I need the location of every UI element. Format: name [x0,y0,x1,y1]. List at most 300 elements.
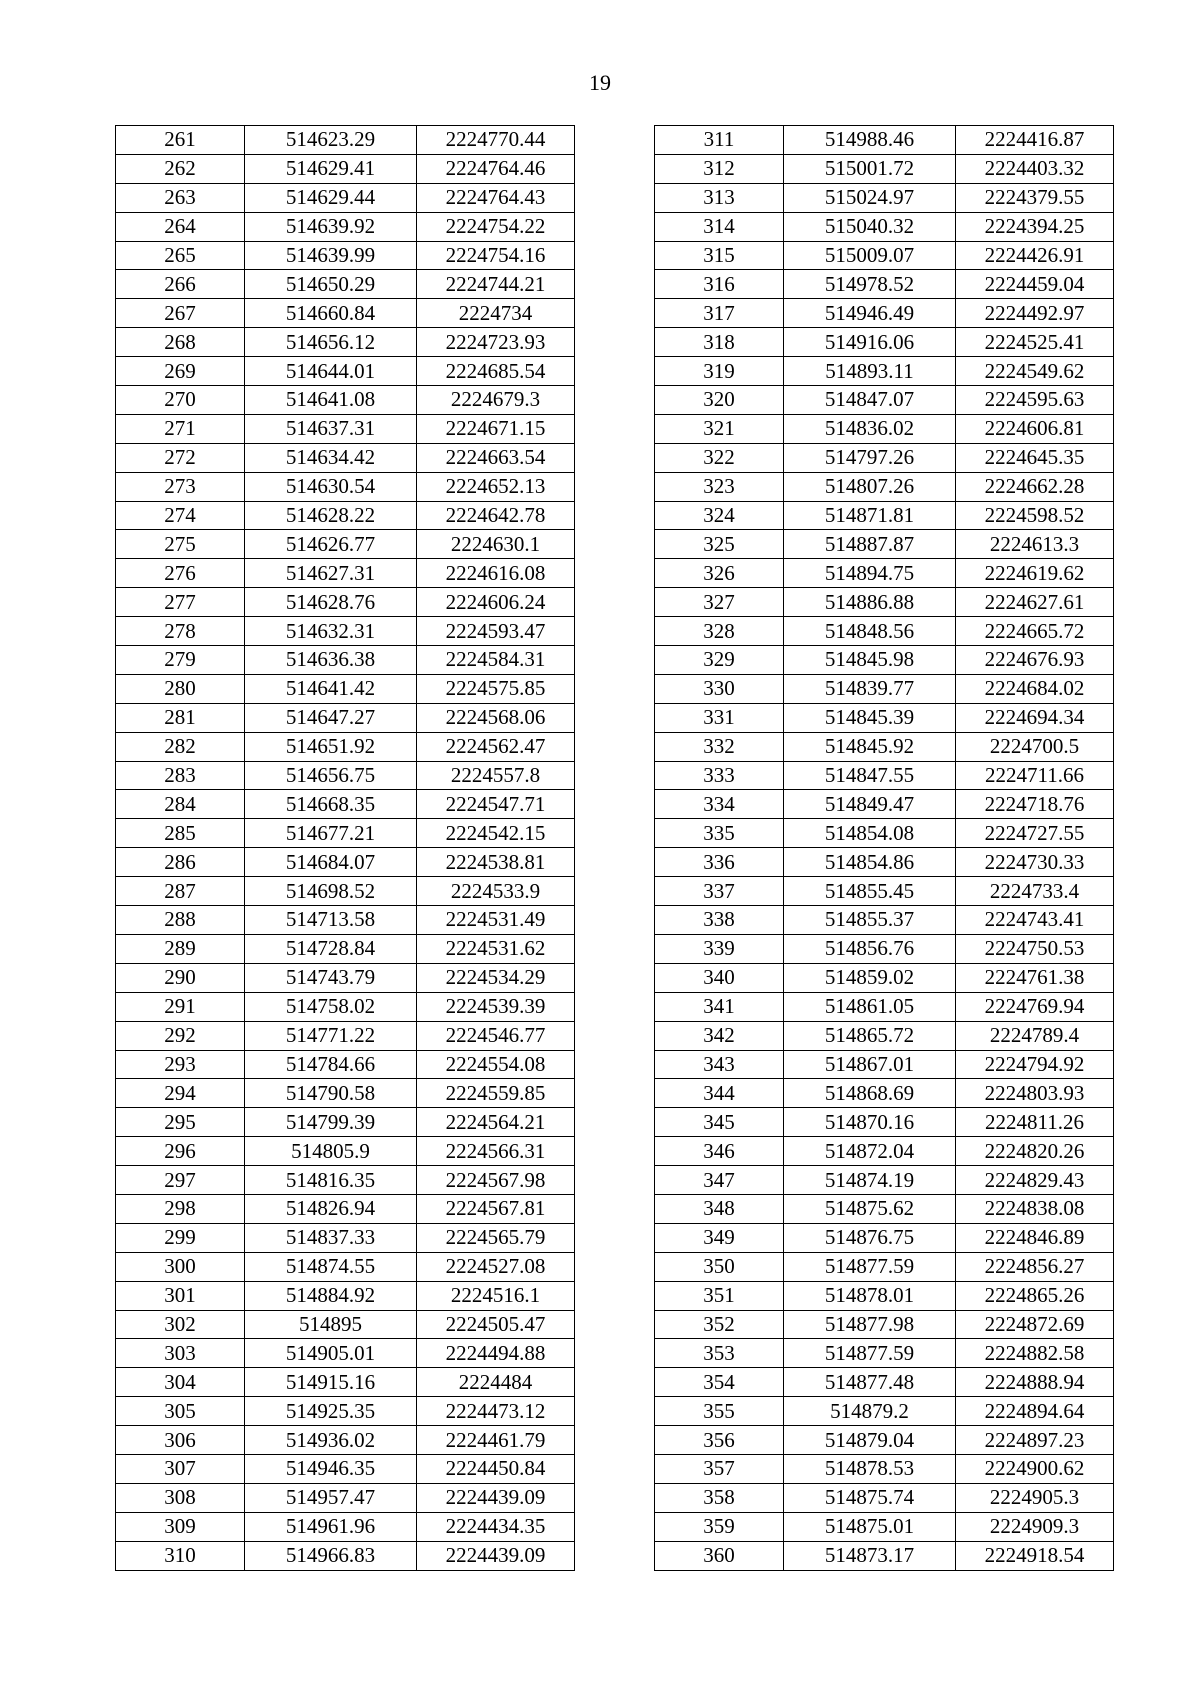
y-coordinate-cell: 2224534.29 [417,963,575,992]
point-number-cell: 334 [655,790,784,819]
table-row [655,1483,1114,1512]
x-coordinate-cell: 514861.05 [784,992,956,1021]
table-row [655,241,1114,270]
x-coordinate-cell: 514871.81 [784,501,956,530]
y-coordinate-cell: 2224769.94 [956,992,1114,1021]
coordinates-table-right [654,125,1114,1571]
point-number-cell: 332 [655,732,784,761]
table-row [116,559,575,588]
point-number-cell: 284 [116,790,245,819]
table-row [655,819,1114,848]
table-row [116,443,575,472]
y-coordinate-cell: 2224459.04 [956,270,1114,299]
point-number-cell: 357 [655,1454,784,1483]
table-row [116,1339,575,1368]
y-coordinate-cell: 2224711.66 [956,761,1114,790]
point-number-cell: 313 [655,183,784,212]
table-row [116,530,575,559]
point-number-cell: 326 [655,559,784,588]
point-number-cell: 288 [116,906,245,935]
point-number-cell: 269 [116,357,245,386]
x-coordinate-cell: 515001.72 [784,154,956,183]
y-coordinate-cell: 2224820.26 [956,1137,1114,1166]
point-number-cell: 348 [655,1194,784,1223]
y-coordinate-cell: 2224894.64 [956,1397,1114,1426]
y-coordinate-cell: 2224645.35 [956,443,1114,472]
point-number-cell: 327 [655,588,784,617]
table-row [655,183,1114,212]
y-coordinate-cell: 2224764.43 [417,183,575,212]
x-coordinate-cell: 514637.31 [245,414,417,443]
y-coordinate-cell: 2224562.47 [417,732,575,761]
x-coordinate-cell: 514758.02 [245,992,417,1021]
table-row [655,1310,1114,1339]
point-number-cell: 354 [655,1368,784,1397]
y-coordinate-cell: 2224606.81 [956,414,1114,443]
x-coordinate-cell: 514636.38 [245,646,417,675]
table-row [655,328,1114,357]
point-number-cell: 341 [655,992,784,1021]
x-coordinate-cell: 514886.88 [784,588,956,617]
table-row [655,357,1114,386]
x-coordinate-cell: 514884.92 [245,1281,417,1310]
x-coordinate-cell: 514877.59 [784,1339,956,1368]
y-coordinate-cell: 2224918.54 [956,1541,1114,1570]
x-coordinate-cell: 514628.76 [245,588,417,617]
table-row [655,877,1114,906]
table-row [116,472,575,501]
point-number-cell: 319 [655,357,784,386]
x-coordinate-cell: 514915.16 [245,1368,417,1397]
x-coordinate-cell: 514875.01 [784,1512,956,1541]
y-coordinate-cell: 2224616.08 [417,559,575,588]
y-coordinate-cell: 2224856.27 [956,1252,1114,1281]
table-row [116,992,575,1021]
x-coordinate-cell: 514797.26 [784,443,956,472]
point-number-cell: 271 [116,414,245,443]
table-row [655,386,1114,415]
x-coordinate-cell: 514641.42 [245,674,417,703]
table-row [116,877,575,906]
table-row [116,1541,575,1570]
y-coordinate-cell: 2224642.78 [417,501,575,530]
y-coordinate-cell: 2224533.9 [417,877,575,906]
x-coordinate-cell: 514639.99 [245,241,417,270]
y-coordinate-cell: 2224439.09 [417,1541,575,1570]
point-number-cell: 345 [655,1108,784,1137]
y-coordinate-cell: 2224789.4 [956,1021,1114,1050]
point-number-cell: 277 [116,588,245,617]
point-number-cell: 323 [655,472,784,501]
table-row [116,1137,575,1166]
table-row [655,1194,1114,1223]
y-coordinate-cell: 2224564.21 [417,1108,575,1137]
point-number-cell: 274 [116,501,245,530]
x-coordinate-cell: 514988.46 [784,126,956,155]
point-number-cell: 333 [655,761,784,790]
point-number-cell: 266 [116,270,245,299]
x-coordinate-cell: 514874.55 [245,1252,417,1281]
point-number-cell: 352 [655,1310,784,1339]
table-row [116,270,575,299]
point-number-cell: 273 [116,472,245,501]
y-coordinate-cell: 2224450.84 [417,1454,575,1483]
y-coordinate-cell: 2224559.85 [417,1079,575,1108]
y-coordinate-cell: 2224484 [417,1368,575,1397]
y-coordinate-cell: 2224439.09 [417,1483,575,1512]
x-coordinate-cell: 514978.52 [784,270,956,299]
table-row [655,270,1114,299]
x-coordinate-cell: 514771.22 [245,1021,417,1050]
point-number-cell: 264 [116,212,245,241]
y-coordinate-cell: 2224663.54 [417,443,575,472]
table-row [655,761,1114,790]
table-row [116,1512,575,1541]
x-coordinate-cell: 514743.79 [245,963,417,992]
x-coordinate-cell: 514628.22 [245,501,417,530]
x-coordinate-cell: 514876.75 [784,1223,956,1252]
y-coordinate-cell: 2224770.44 [417,126,575,155]
page-number: 19 [589,70,611,95]
x-coordinate-cell: 514728.84 [245,934,417,963]
table-row [655,299,1114,328]
point-number-cell: 294 [116,1079,245,1108]
x-coordinate-cell: 514872.04 [784,1137,956,1166]
x-coordinate-cell: 514629.41 [245,154,417,183]
table-row [116,501,575,530]
y-coordinate-cell: 2224434.35 [417,1512,575,1541]
x-coordinate-cell: 514845.92 [784,732,956,761]
table-row [116,1166,575,1195]
y-coordinate-cell: 2224527.08 [417,1252,575,1281]
table-row [655,848,1114,877]
y-coordinate-cell: 2224761.38 [956,963,1114,992]
point-number-cell: 283 [116,761,245,790]
x-coordinate-cell: 514644.01 [245,357,417,386]
table-row [116,1454,575,1483]
table-row [655,1079,1114,1108]
x-coordinate-cell: 515009.07 [784,241,956,270]
y-coordinate-cell: 2224531.62 [417,934,575,963]
x-coordinate-cell: 514925.35 [245,1397,417,1426]
y-coordinate-cell: 2224505.47 [417,1310,575,1339]
table-row [116,1223,575,1252]
x-coordinate-cell: 514957.47 [245,1483,417,1512]
point-number-cell: 285 [116,819,245,848]
table-row [116,299,575,328]
point-number-cell: 355 [655,1397,784,1426]
table-row [655,703,1114,732]
point-number-cell: 263 [116,183,245,212]
table-row [655,617,1114,646]
x-coordinate-cell: 514660.84 [245,299,417,328]
point-number-cell: 344 [655,1079,784,1108]
x-coordinate-cell: 514961.96 [245,1512,417,1541]
point-number-cell: 338 [655,906,784,935]
y-coordinate-cell: 2224492.97 [956,299,1114,328]
point-number-cell: 353 [655,1339,784,1368]
x-coordinate-cell: 514849.47 [784,790,956,819]
y-coordinate-cell: 2224734 [417,299,575,328]
point-number-cell: 286 [116,848,245,877]
x-coordinate-cell: 514878.53 [784,1454,956,1483]
table-row [655,1541,1114,1570]
point-number-cell: 311 [655,126,784,155]
y-coordinate-cell: 2224679.3 [417,386,575,415]
y-coordinate-cell: 2224700.5 [956,732,1114,761]
y-coordinate-cell: 2224811.26 [956,1108,1114,1137]
table-row [116,1021,575,1050]
y-coordinate-cell: 2224744.21 [417,270,575,299]
point-number-cell: 356 [655,1426,784,1455]
point-number-cell: 351 [655,1281,784,1310]
point-number-cell: 300 [116,1252,245,1281]
y-coordinate-cell: 2224794.92 [956,1050,1114,1079]
point-number-cell: 278 [116,617,245,646]
table-row [655,906,1114,935]
y-coordinate-cell: 2224733.4 [956,877,1114,906]
table-row [655,154,1114,183]
point-number-cell: 281 [116,703,245,732]
table-row [116,1194,575,1223]
x-coordinate-cell: 514632.31 [245,617,417,646]
table-row [116,1050,575,1079]
point-number-cell: 335 [655,819,784,848]
y-coordinate-cell: 2224568.06 [417,703,575,732]
x-coordinate-cell: 514859.02 [784,963,956,992]
table-row [116,963,575,992]
x-coordinate-cell: 515040.32 [784,212,956,241]
y-coordinate-cell: 2224909.3 [956,1512,1114,1541]
point-number-cell: 292 [116,1021,245,1050]
y-coordinate-cell: 2224557.8 [417,761,575,790]
point-number-cell: 347 [655,1166,784,1195]
y-coordinate-cell: 2224547.71 [417,790,575,819]
x-coordinate-cell: 514656.75 [245,761,417,790]
point-number-cell: 358 [655,1483,784,1512]
x-coordinate-cell: 514656.12 [245,328,417,357]
x-coordinate-cell: 514629.44 [245,183,417,212]
table-row [655,1281,1114,1310]
y-coordinate-cell: 2224566.31 [417,1137,575,1166]
y-coordinate-cell: 2224575.85 [417,674,575,703]
point-number-cell: 314 [655,212,784,241]
x-coordinate-cell: 514837.33 [245,1223,417,1252]
x-coordinate-cell: 514799.39 [245,1108,417,1137]
y-coordinate-cell: 2224531.49 [417,906,575,935]
point-number-cell: 349 [655,1223,784,1252]
x-coordinate-cell: 514651.92 [245,732,417,761]
table-row [116,414,575,443]
table-row [116,1368,575,1397]
point-number-cell: 289 [116,934,245,963]
x-coordinate-cell: 514873.17 [784,1541,956,1570]
point-number-cell: 265 [116,241,245,270]
point-number-cell: 336 [655,848,784,877]
table-row [655,501,1114,530]
point-number-cell: 296 [116,1137,245,1166]
y-coordinate-cell: 2224662.28 [956,472,1114,501]
table-row [116,761,575,790]
x-coordinate-cell: 514807.26 [784,472,956,501]
x-coordinate-cell: 514855.45 [784,877,956,906]
table-row [655,530,1114,559]
point-number-cell: 309 [116,1512,245,1541]
point-number-cell: 307 [116,1454,245,1483]
point-number-cell: 346 [655,1137,784,1166]
x-coordinate-cell: 514650.29 [245,270,417,299]
point-number-cell: 329 [655,646,784,675]
x-coordinate-cell: 514887.87 [784,530,956,559]
y-coordinate-cell: 2224567.81 [417,1194,575,1223]
table-row [116,588,575,617]
y-coordinate-cell: 2224567.98 [417,1166,575,1195]
table-row [116,126,575,155]
y-coordinate-cell: 2224764.46 [417,154,575,183]
point-number-cell: 324 [655,501,784,530]
x-coordinate-cell: 514893.11 [784,357,956,386]
table-row [116,1310,575,1339]
table-row [116,819,575,848]
y-coordinate-cell: 2224394.25 [956,212,1114,241]
table-row [655,1339,1114,1368]
point-number-cell: 320 [655,386,784,415]
y-coordinate-cell: 2224606.24 [417,588,575,617]
x-coordinate-cell: 514639.92 [245,212,417,241]
x-coordinate-cell: 514877.98 [784,1310,956,1339]
point-number-cell: 312 [655,154,784,183]
table-row [116,241,575,270]
x-coordinate-cell: 514905.01 [245,1339,417,1368]
y-coordinate-cell: 2224905.3 [956,1483,1114,1512]
y-coordinate-cell: 2224584.31 [417,646,575,675]
table-body [116,126,575,1571]
table-row [655,1223,1114,1252]
y-coordinate-cell: 2224665.72 [956,617,1114,646]
x-coordinate-cell: 514836.02 [784,414,956,443]
point-number-cell: 308 [116,1483,245,1512]
point-number-cell: 321 [655,414,784,443]
y-coordinate-cell: 2224516.1 [417,1281,575,1310]
x-coordinate-cell: 514946.49 [784,299,956,328]
point-number-cell: 268 [116,328,245,357]
x-coordinate-cell: 514848.56 [784,617,956,646]
x-coordinate-cell: 514854.86 [784,848,956,877]
y-coordinate-cell: 2224750.53 [956,934,1114,963]
x-coordinate-cell: 514895 [245,1310,417,1339]
point-number-cell: 279 [116,646,245,675]
y-coordinate-cell: 2224829.43 [956,1166,1114,1195]
coordinates-table-left [115,125,575,1571]
y-coordinate-cell: 2224727.55 [956,819,1114,848]
x-coordinate-cell: 514877.59 [784,1252,956,1281]
y-coordinate-cell: 2224872.69 [956,1310,1114,1339]
point-number-cell: 280 [116,674,245,703]
point-number-cell: 330 [655,674,784,703]
y-coordinate-cell: 2224803.93 [956,1079,1114,1108]
x-coordinate-cell: 514966.83 [245,1541,417,1570]
table-row [655,472,1114,501]
table-row [116,328,575,357]
table-row [655,1368,1114,1397]
table-row [116,1252,575,1281]
table-row [655,212,1114,241]
x-coordinate-cell: 514826.94 [245,1194,417,1223]
x-coordinate-cell: 515024.97 [784,183,956,212]
table-row [655,674,1114,703]
y-coordinate-cell: 2224494.88 [417,1339,575,1368]
table-row [116,1397,575,1426]
point-number-cell: 275 [116,530,245,559]
x-coordinate-cell: 514647.27 [245,703,417,732]
x-coordinate-cell: 514877.48 [784,1368,956,1397]
y-coordinate-cell: 2224473.12 [417,1397,575,1426]
point-number-cell: 302 [116,1310,245,1339]
x-coordinate-cell: 514855.37 [784,906,956,935]
x-coordinate-cell: 514865.72 [784,1021,956,1050]
table-row [116,386,575,415]
y-coordinate-cell: 2224554.08 [417,1050,575,1079]
point-number-cell: 331 [655,703,784,732]
point-number-cell: 290 [116,963,245,992]
table-row [116,617,575,646]
table-row [655,790,1114,819]
point-number-cell: 306 [116,1426,245,1455]
y-coordinate-cell: 2224694.34 [956,703,1114,732]
y-coordinate-cell: 2224542.15 [417,819,575,848]
point-number-cell: 270 [116,386,245,415]
y-coordinate-cell: 2224525.41 [956,328,1114,357]
x-coordinate-cell: 514916.06 [784,328,956,357]
table-row [116,646,575,675]
x-coordinate-cell: 514936.02 [245,1426,417,1455]
point-number-cell: 276 [116,559,245,588]
y-coordinate-cell: 2224718.76 [956,790,1114,819]
table-row [116,212,575,241]
y-coordinate-cell: 2224379.55 [956,183,1114,212]
point-number-cell: 325 [655,530,784,559]
table-row [655,934,1114,963]
y-coordinate-cell: 2224743.41 [956,906,1114,935]
y-coordinate-cell: 2224461.79 [417,1426,575,1455]
point-number-cell: 343 [655,1050,784,1079]
point-number-cell: 350 [655,1252,784,1281]
y-coordinate-cell: 2224619.62 [956,559,1114,588]
y-coordinate-cell: 2224593.47 [417,617,575,646]
point-number-cell: 267 [116,299,245,328]
point-number-cell: 282 [116,732,245,761]
y-coordinate-cell: 2224538.81 [417,848,575,877]
x-coordinate-cell: 514870.16 [784,1108,956,1137]
x-coordinate-cell: 514713.58 [245,906,417,935]
x-coordinate-cell: 514626.77 [245,530,417,559]
table-row [116,154,575,183]
y-coordinate-cell: 2224595.63 [956,386,1114,415]
x-coordinate-cell: 514874.19 [784,1166,956,1195]
table-row [655,559,1114,588]
x-coordinate-cell: 514839.77 [784,674,956,703]
table-row [116,906,575,935]
table-row [655,126,1114,155]
y-coordinate-cell: 2224426.91 [956,241,1114,270]
x-coordinate-cell: 514634.42 [245,443,417,472]
table-row [116,1426,575,1455]
x-coordinate-cell: 514879.2 [784,1397,956,1426]
y-coordinate-cell: 2224403.32 [956,154,1114,183]
y-coordinate-cell: 2224685.54 [417,357,575,386]
y-coordinate-cell: 2224598.52 [956,501,1114,530]
point-number-cell: 305 [116,1397,245,1426]
